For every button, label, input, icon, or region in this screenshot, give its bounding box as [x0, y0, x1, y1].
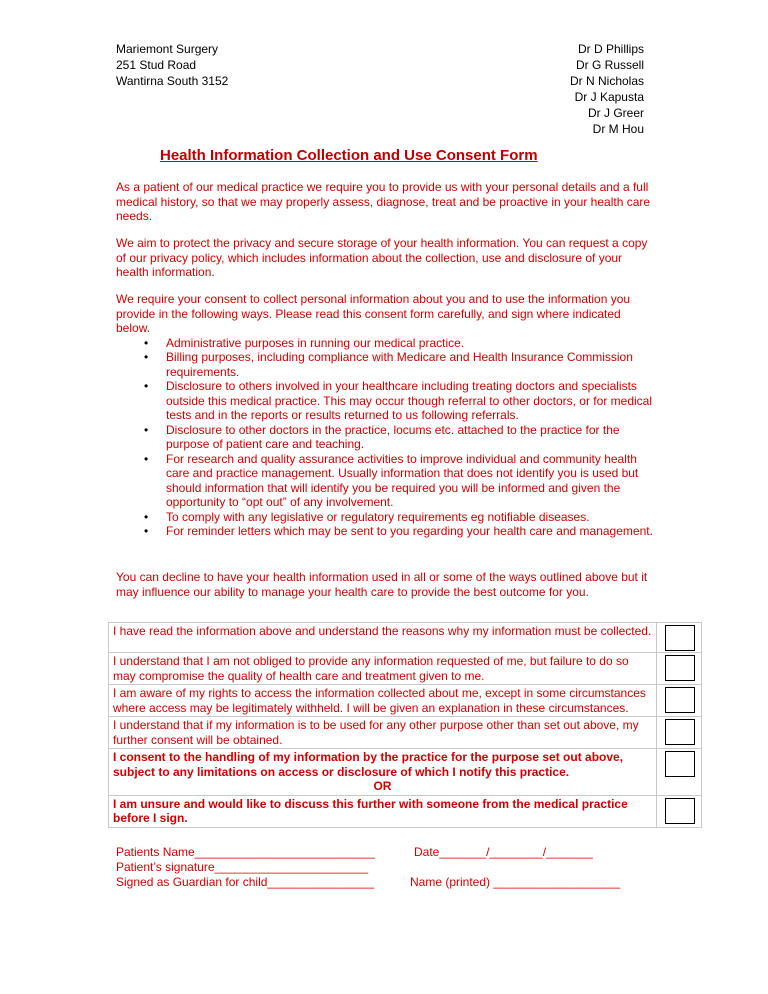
table-row	[109, 685, 702, 717]
consent-checkbox-4[interactable]	[665, 719, 695, 745]
unsure-checkbox[interactable]	[665, 798, 695, 824]
statement-consent	[109, 749, 657, 796]
table-row	[109, 717, 702, 749]
consent-checkbox-3[interactable]	[665, 687, 695, 713]
consent-checkbox-2[interactable]	[665, 655, 695, 681]
patient-signature-field[interactable]: Patient’s signature_______________________	[116, 860, 369, 874]
table-row	[109, 749, 702, 796]
doctor-name: Dr J Greer	[587, 106, 644, 120]
uses-list	[116, 336, 656, 539]
table-row	[109, 623, 702, 653]
list-item: • Administrative purposes in running our medical practice.	[154, 336, 656, 351]
doctor-name: Dr D Phillips	[577, 42, 644, 56]
practice-street: 251 Stud Road	[116, 58, 197, 72]
table-row	[109, 795, 702, 827]
statement-access-rights: I am aware of my rights to access the information collected about me, except in some circumstances where access may be legitimately withheld. I will be given an explanation in these circumstances.	[109, 685, 657, 717]
intro-paragraph: As a patient of our medical practice we require you to provide us with your personal details and a full medical history, so that we may properly assess, diagnose, treat and be proactive in your health care needs.	[116, 180, 651, 223]
statement-consent-text: I consent to the handling of my information by the practice for the purpose set out above, subject to any limitations on access or disclosure of which I notify this practice.	[113, 750, 624, 779]
consent-section	[116, 292, 656, 539]
list-item: • For research and quality assurance activities to improve individual and community health care and practice management. Usually information that does not identify you is used but should information that will identify you be required you will be informed and given the opportunity to “opt out” of any involvement.	[154, 452, 656, 510]
name-printed-field[interactable]: Name (printed) ___________________	[410, 875, 621, 889]
doctor-list	[570, 41, 644, 137]
consent-table	[108, 622, 702, 828]
doctor-name: Dr J Kapusta	[574, 90, 644, 104]
list-item: • Disclosure to others involved in your healthcare including treating doctors and specialists outside this medical practice. This may occur though referral to other doctors, or for medical tests and in the reports or results returned to us following referrals.	[154, 379, 656, 423]
doctor-name: Dr N Nicholas	[569, 74, 644, 88]
statement-further-consent: I understand that if my information is to be used for any other purpose other than set out above, my further consent will be obtained.	[109, 717, 657, 749]
privacy-paragraph: We aim to protect the privacy and secure storage of your health information. You can request a copy of our privacy policy, which includes information about the collection, use and disclosure of your health information.	[116, 236, 648, 279]
or-separator: OR	[373, 779, 392, 793]
practice-name: Mariemont Surgery	[116, 42, 219, 56]
list-item: • To comply with any legislative or regulatory requirements eg notifiable diseases.	[154, 510, 656, 525]
statement-read: I have read the information above and understand the reasons why my information must be collected.	[109, 623, 657, 653]
practice-suburb: Wantirna South 3152	[116, 74, 229, 88]
guardian-signature-field[interactable]: Signed as Guardian for child________________	[116, 875, 375, 889]
form-title: Health Information Collection and Use Consent Form	[160, 147, 538, 164]
practice-address	[116, 41, 228, 89]
list-item: • For reminder letters which may be sent to you regarding your health care and management.	[154, 524, 656, 539]
doctor-name: Dr G Russell	[575, 58, 644, 72]
statement-not-obliged: I understand that I am not obliged to provide any information requested of me, but failure to do so may compromise the quality of health care and treatment given to me.	[109, 653, 657, 685]
consent-checkbox-1[interactable]	[665, 625, 695, 651]
list-item: • Disclosure to other doctors in the practice, locums etc. attached to the practice for the purpose of patient care and teaching.	[154, 423, 656, 452]
consent-intro: We require your consent to collect personal information about you and to use the information you provide in the following ways. Please read this consent form carefully, and sign where indicated below.	[116, 292, 631, 335]
list-item: • Billing purposes, including compliance with Medicare and Health Insurance Commission requirements.	[154, 350, 656, 379]
date-field[interactable]: Date_______/________/_______	[414, 845, 593, 859]
decline-paragraph: You can decline to have your health information used in all or some of the ways outlined above but it may influence our ability to manage your health care to provide the best outcome for you.	[116, 570, 648, 599]
patient-name-field[interactable]: Patients Name___________________________	[116, 845, 375, 859]
table-row	[109, 653, 702, 685]
statement-unsure: I am unsure and would like to discuss this further with someone from the medical practice before I sign.	[109, 795, 657, 827]
doctor-name: Dr M Hou	[592, 122, 644, 136]
consent-checkbox-5[interactable]	[665, 751, 695, 777]
